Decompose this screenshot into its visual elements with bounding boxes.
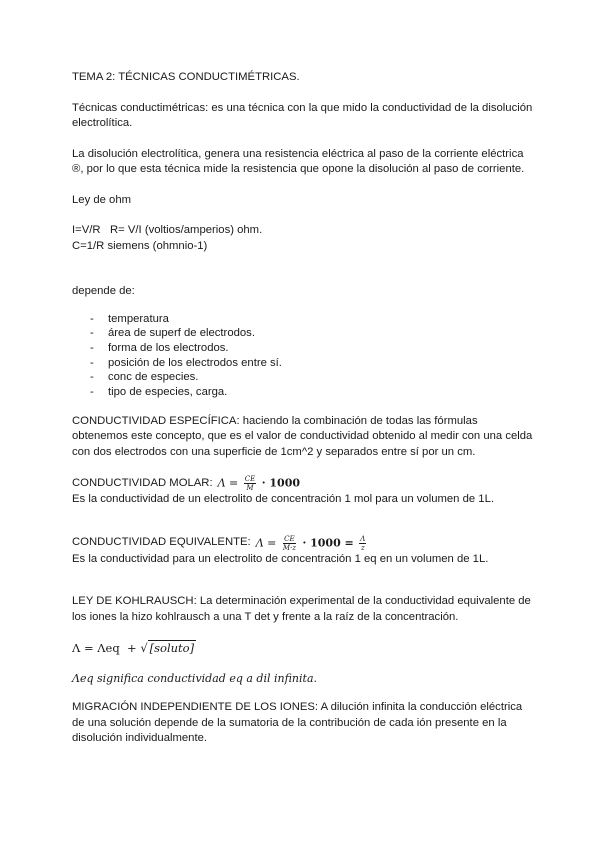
square-root: √ [soluto] [140, 641, 195, 656]
molar-formula [218, 475, 300, 492]
factors-list [72, 312, 534, 400]
equivalent-numerator: CE [284, 534, 295, 543]
molar-numerator: CE [244, 475, 256, 484]
list-item: - forma de los electrodos. [72, 341, 534, 356]
molar-rhs: · 1000 [261, 476, 301, 490]
kohlrausch-formula [72, 641, 534, 657]
ohm-heading: Ley de ohm [72, 193, 132, 206]
list-item: - posición de los electrodos entre sí. [72, 356, 534, 371]
kohlrausch-paragraph: LEY DE KOHLRAUSCH: La determinación experimental de la conductividad equivalente de los iones la hizo kohlrausch a una T det y frente a la raíz de la concentración. [72, 595, 531, 623]
equivalent-description: Es la conductividad para un electrolito de concentración 1 eq en un volumen de 1L. [72, 552, 489, 565]
intro-paragraph: Técnicas conductimétricas: es una técnica con la que mido la conductividad de la disolución electrolítica. [72, 101, 533, 129]
document-title: TEMA 2: TÉCNICAS CONDUCTIMÉTRICAS. [72, 71, 300, 83]
equivalent-mid: · 1000 = [302, 536, 354, 550]
radicand: [soluto] [149, 641, 195, 656]
molar-label: CONDUCTIVIDAD MOLAR: [72, 476, 213, 489]
list-item: - conc de especies. [72, 370, 534, 385]
depends-intro: depende de: [72, 285, 135, 297]
molar-fraction [244, 475, 256, 492]
list-item: - tipo de especies, carga. [72, 385, 534, 400]
molar-denominator: M [246, 484, 254, 493]
resistance-paragraph: La disolución electrolítica, genera una resistencia eléctrica al paso de la corriente eléctrica ®, por lo que esta técnica mide la resistencia que opone la disolución al paso de corriente. [72, 147, 525, 175]
kohlrausch-note: Λeq significa conductividad eq a dil infinita. [72, 671, 318, 685]
molar-description: Es la conductividad de un electrolito de concentración 1 mol para un volumen de 1L. [72, 493, 495, 506]
equivalent-fraction [282, 535, 297, 552]
equivalent-fraction-2 [359, 535, 366, 552]
equivalent-numerator-2: Λ [360, 534, 366, 543]
ohm-formula-line-2: C=1/R siemens (ohmnio-1) [72, 239, 208, 252]
list-item: - temperatura [72, 312, 534, 327]
equivalent-denominator: M·z [282, 543, 296, 552]
kohlrausch-lhs: Λ = Λeq + [72, 641, 137, 656]
molar-conductivity-line [72, 475, 534, 492]
equivalent-formula [256, 535, 369, 552]
equivalent-lhs: Λ = [255, 536, 277, 550]
document-page [72, 66, 534, 762]
equivalent-label: CONDUCTIVIDAD EQUIVALENTE: [72, 536, 251, 549]
specific-conductivity-paragraph: CONDUCTIVIDAD ESPECÍFICA: haciendo la combinación de todas las fórmulas obtenemos este concepto, que es el valor de conductividad obtenido al medir con una celda con dos electrodos con una superficie de 1cm^2 y separados entre sí por un cm. [72, 414, 533, 458]
equivalent-conductivity-line [72, 535, 534, 552]
equivalent-denominator-2: z [360, 543, 365, 552]
ohm-formula-line-1: I=V/R R= V/I (voltios/amperios) ohm. [72, 224, 263, 236]
list-item: - área de superf de electrodos. [72, 326, 534, 341]
independent-migration-paragraph: MIGRACIÓN INDEPENDIENTE DE LOS IONES: A dilución infinita la conducción eléctrica de una solución depende de la sumatoria de la contribución de cada ión presente en la disolución individualmente. [72, 701, 523, 745]
molar-lhs: Λ = [217, 476, 239, 490]
